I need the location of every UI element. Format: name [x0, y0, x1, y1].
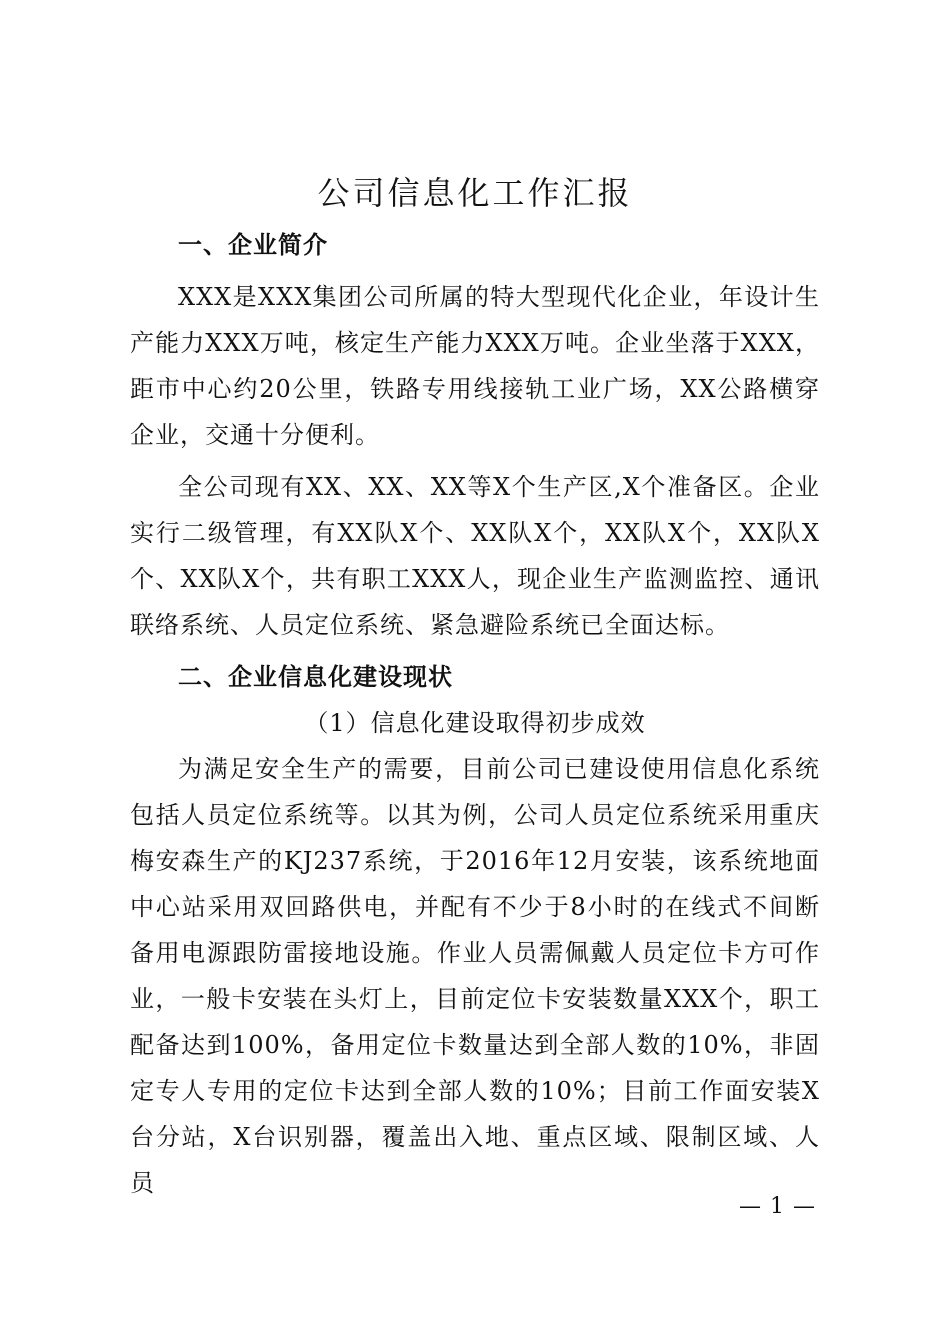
- section-heading-it-status: 二、企业信息化建设现状: [178, 663, 453, 691]
- paragraph-company-overview: XXX是XXX集团公司所属的特大型现代化企业，年设计生产能力XXX万吨，核定生产能力XXX万吨。企业坐落于XXX，距市中心约20公里，铁路专用线接轨工业广场，XX公路横穿企业，交通十分便利。: [130, 283, 820, 449]
- paragraph-company-structure: 全公司现有XX、XX、XX等X个生产区,X个准备区。企业实行二级管理，有XX队X个、XX队X个，XX队X个，XX队X个、XX队X个，共有职工XXX人，现企业生产监测监控、通讯联络系统、人员定位系统、紧急避险系统已全面达标。: [130, 473, 820, 639]
- subheading-initial-results: （1）信息化建设取得初步成效: [304, 709, 646, 737]
- paragraph-positioning-system: 为满足安全生产的需要，目前公司已建设使用信息化系统包括人员定位系统等。以其为例，公司人员定位系统采用重庆梅安森生产的KJ237系统，于2016年12月安装，该系统地面中心站采用双回路供电，并配有不少于8小时的在线式不间断备用电源跟防雷接地设施。作业人员需佩戴人员定位卡方可作业，一般卡安装在头灯上，目前定位卡安装数量XXX个，职工配备达到100%，备用定位卡数量达到全部人数的10%，非固定专人专用的定位卡达到全部人数的10%；目前工作面安装X台分站，X台识别器，覆盖出入地、重点区域、限制区域、人员: [130, 755, 820, 1197]
- section-heading-company-intro: 一、企业简介: [178, 231, 328, 259]
- page-number: — 1 —: [739, 1194, 816, 1219]
- document-body: [130, 222, 820, 1206]
- document-title: 公司信息化工作汇报: [317, 174, 633, 212]
